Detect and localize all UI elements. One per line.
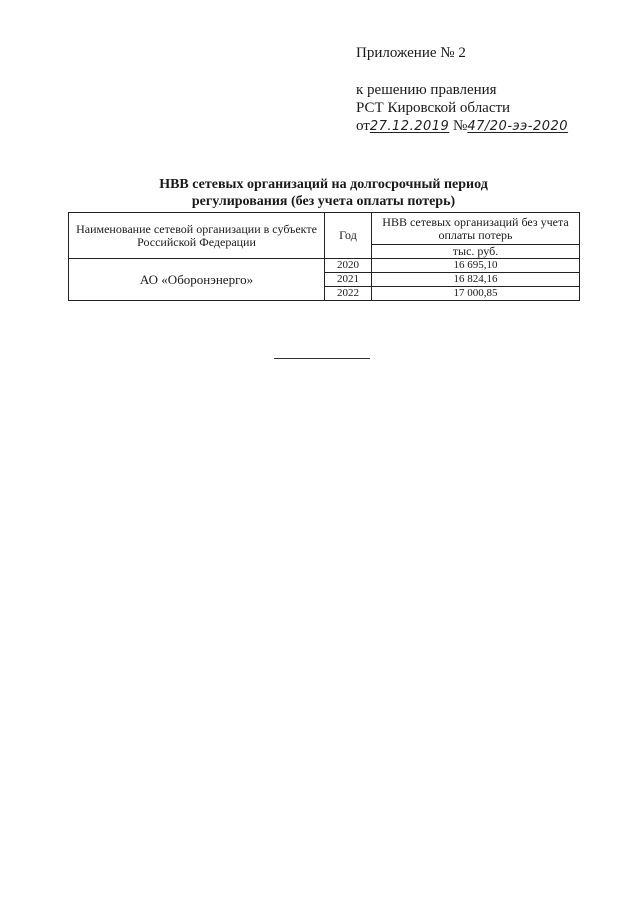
row-value: 16 824,16 xyxy=(372,273,580,287)
header-nvv: НВВ сетевых организаций без учета оплаты потерь xyxy=(372,213,580,245)
table-row xyxy=(69,259,580,273)
organization-name: АО «Оборонэнерго» xyxy=(69,259,325,301)
appendix-label: Приложение № 2 xyxy=(356,45,466,61)
decision-date-number xyxy=(356,117,568,136)
header-year: Год xyxy=(325,213,372,259)
document-title xyxy=(68,176,579,210)
decision-reference xyxy=(356,81,568,136)
end-divider-line xyxy=(274,358,370,359)
row-value: 17 000,85 xyxy=(372,287,580,301)
header-unit: тыс. руб. xyxy=(372,245,580,259)
decision-line-2: РСТ Кировской области xyxy=(356,100,511,116)
decision-line-1: к решению правления xyxy=(356,82,497,98)
handwritten-doc-number: 47/20-ээ-2020 xyxy=(467,119,569,134)
from-prefix: от xyxy=(356,118,370,134)
row-year: 2022 xyxy=(325,287,372,301)
number-sign: № xyxy=(453,118,468,134)
row-year: 2021 xyxy=(325,273,372,287)
table-header-row xyxy=(69,213,580,245)
title-line-2: регулирования (без учета оплаты потерь) xyxy=(191,194,456,209)
nvv-table xyxy=(68,212,580,301)
header-organization-name: Наименование сетевой организации в субъекте Российской Федерации xyxy=(69,213,325,259)
row-value: 16 695,10 xyxy=(372,259,580,273)
handwritten-date: 27.12.2019 xyxy=(369,119,450,134)
title-line-1: НВВ сетевых организаций на долгосрочный период xyxy=(159,177,488,192)
row-year: 2020 xyxy=(325,259,372,273)
